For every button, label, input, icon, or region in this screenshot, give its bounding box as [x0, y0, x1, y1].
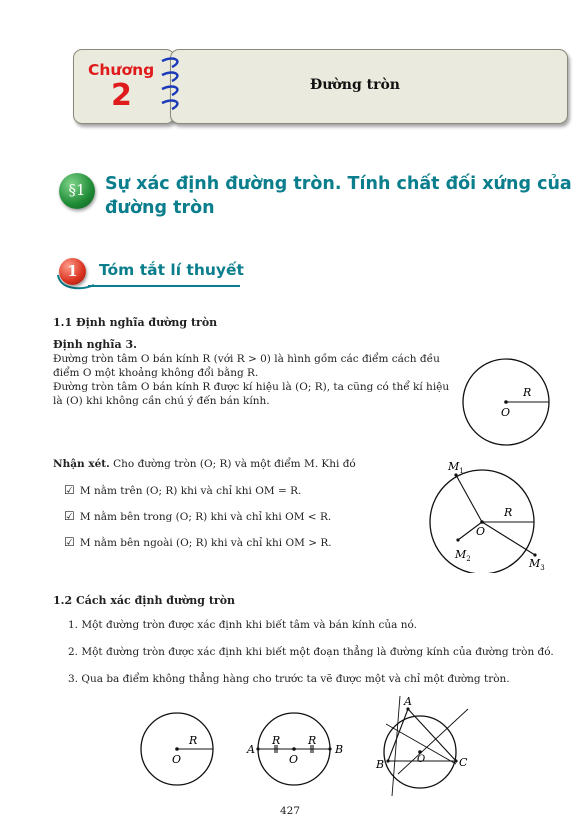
section-title: Sự xác định đường tròn. Tính chất đối xứng của đường tròn	[105, 174, 572, 218]
point-b	[386, 759, 389, 762]
subsection-title: Tóm tắt lí thuyết	[99, 261, 244, 279]
label-m2: $M_2$	[455, 548, 471, 563]
radius-label: R	[189, 734, 198, 747]
method-item-3: 3. Qua ba điểm không thẳng hàng cho trước ta vẽ được một và chỉ một đường tròn.	[68, 673, 510, 685]
label-b: B	[376, 758, 385, 771]
circle-diameter-figure	[245, 710, 350, 790]
label-m3: $M_3$	[529, 557, 545, 572]
heading-1-1: 1.1 Định nghĩa đường tròn	[53, 316, 218, 329]
center-point	[480, 520, 484, 524]
section-number: §1	[68, 181, 86, 199]
point-a	[256, 747, 259, 750]
remark-list	[64, 479, 332, 557]
center-label: O	[172, 753, 182, 766]
chapter-title: Đường tròn	[310, 77, 400, 93]
check-box-icon: ☑	[64, 509, 75, 523]
point-b	[328, 747, 331, 750]
center-point	[175, 747, 179, 751]
page-number: 427	[279, 805, 301, 817]
remark-text: Cho đường tròn (O; R) và một điểm M. Khi đó	[109, 458, 356, 470]
definition-line: Đường tròn tâm O bán kính R được kí hiệu là (O; R), ta cũng có thể kí hiệu	[53, 381, 450, 393]
label-b: B	[335, 743, 344, 756]
method-item-1: 1. Một đường tròn được xác định khi biết tâm và bán kính của nó.	[68, 619, 418, 631]
radius-label: R	[504, 506, 513, 519]
segment-om1	[456, 475, 482, 522]
radius-label: R	[308, 734, 317, 747]
definition-line: điểm O một khoảng không đổi bằng R.	[53, 367, 259, 379]
label-a: A	[404, 695, 412, 708]
list-item-text: M nằm bên ngoài (O; R) khi và chỉ khi OM > R.	[79, 537, 332, 549]
radius-label: R	[272, 734, 281, 747]
definition-line: là (O) khi không cần chú ý đến bán kính.	[53, 395, 270, 407]
center-label: O	[417, 754, 426, 765]
center-label: O	[501, 406, 511, 419]
list-item	[64, 479, 332, 505]
remark-line	[53, 457, 356, 471]
check-box-icon: ☑	[64, 483, 75, 497]
chapter-label: Chương	[88, 61, 155, 79]
circle-figure-1	[458, 353, 558, 453]
list-item-text: M nằm trên (O; R) khi và chỉ khi OM = R.	[79, 485, 302, 497]
label-c: C	[459, 756, 468, 769]
point-m1	[454, 473, 457, 476]
definition-line: Đường tròn tâm O bán kính R (với R > 0) là hình gồm các điểm cách đều	[53, 353, 440, 365]
label-m1: $M_1$	[448, 460, 464, 475]
circle-center-radius-figure	[139, 710, 219, 790]
list-item	[64, 531, 332, 557]
list-item-text: M nằm bên trong (O; R) khi và chỉ khi OM < R.	[79, 511, 332, 523]
list-item	[64, 505, 332, 531]
center-label: O	[289, 753, 299, 766]
remark-label: Nhận xét.	[53, 458, 110, 470]
center-point	[292, 747, 296, 751]
point-c	[454, 759, 457, 762]
circumcircle-figure	[370, 694, 485, 799]
center-label: O	[476, 525, 486, 538]
label-a: A	[247, 743, 255, 756]
definition-text	[53, 352, 453, 408]
check-box-icon: ☑	[64, 535, 75, 549]
center-point	[504, 400, 508, 404]
subsection-number: 1	[67, 262, 78, 280]
point-m2	[456, 538, 459, 541]
segment-om3	[482, 522, 535, 555]
radius-label: R	[523, 386, 532, 399]
definition-label: Định nghĩa 3.	[53, 338, 137, 351]
circle-figure-points	[425, 455, 565, 573]
method-item-2: 2. Một đường tròn được xác định khi biết một đoạn thẳng là đường kính của đường tròn đó.	[68, 646, 554, 658]
heading-1-2: 1.2 Cách xác định đường tròn	[53, 594, 236, 607]
chapter-number: 2	[111, 78, 132, 113]
subsection-underline	[88, 285, 240, 287]
